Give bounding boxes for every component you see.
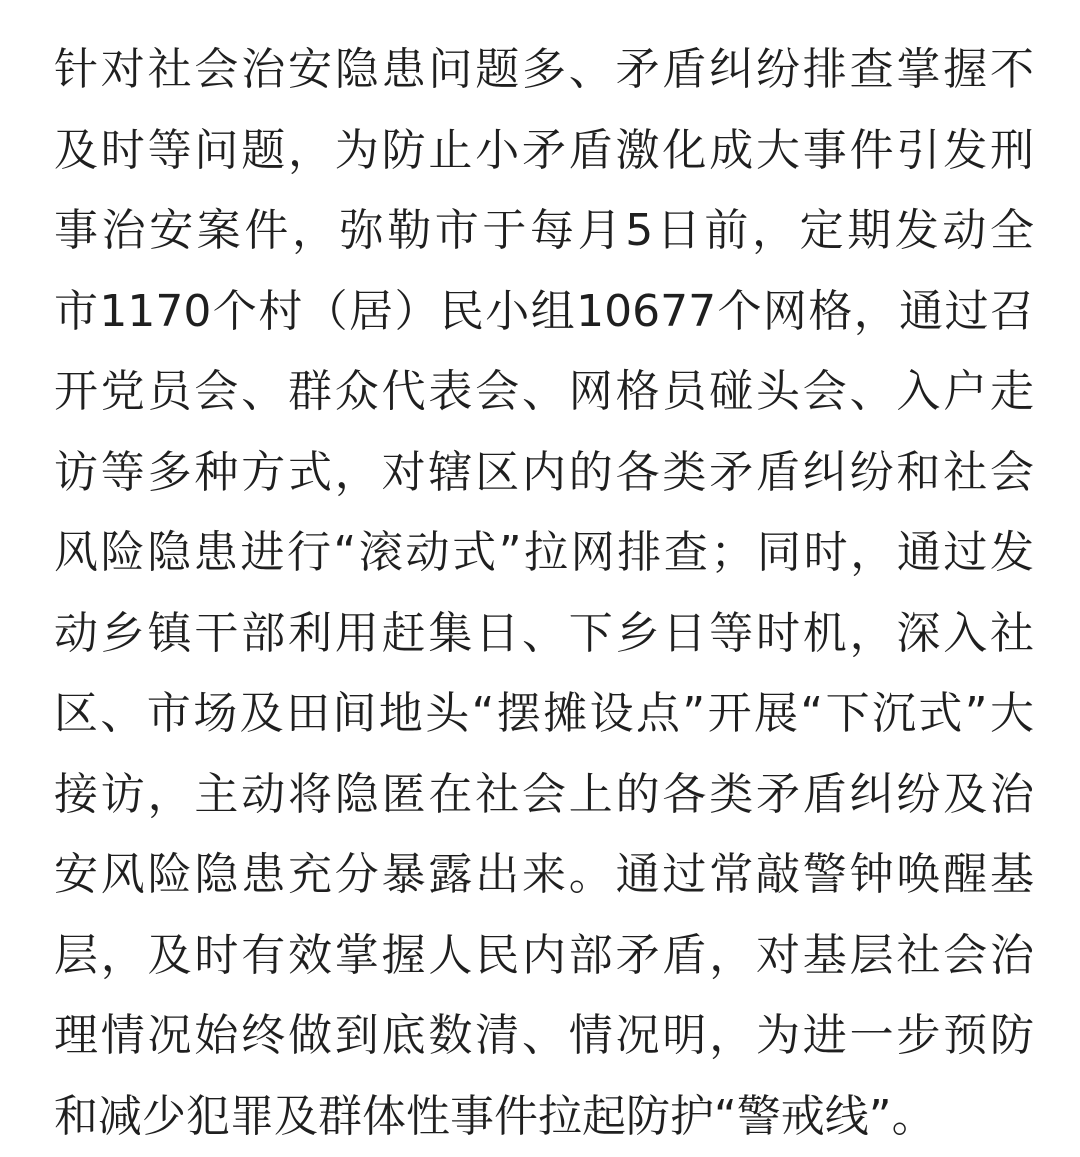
paragraph-line-8: 动乡镇干部利用赶集日、下乡日等时机，深入社	[54, 594, 1034, 675]
paragraph-line-2: 及时等问题，为防止小矛盾激化成大事件引发刑	[54, 111, 1034, 192]
paragraph-line-11: 安风险隐患充分暴露出来。通过常敲警钟唤醒基	[54, 835, 1034, 916]
paragraph-line-5: 开党员会、群众代表会、网格员碰头会、入户走	[54, 352, 1034, 433]
paragraph-line-9: 区、市场及田间地头“摆摊设点”开展“下沉式”大	[54, 674, 1034, 755]
article-paragraph	[54, 30, 1034, 1157]
paragraph-line-7: 风险隐患进行“滚动式”拉网排查；同时，通过发	[54, 513, 1034, 594]
paragraph-line-4: 市1170个村（居）民小组10677个网格，通过召	[54, 272, 1034, 353]
paragraph-line-6: 访等多种方式，对辖区内的各类矛盾纠纷和社会	[54, 433, 1034, 514]
paragraph-line-1: 针对社会治安隐患问题多、矛盾纠纷排查掌握不	[54, 30, 1034, 111]
paragraph-line-3: 事治安案件，弥勒市于每月5日前，定期发动全	[54, 191, 1034, 272]
paragraph-line-14: 和减少犯罪及群体性事件拉起防护“警戒线”。	[54, 1077, 1034, 1157]
paragraph-line-10: 接访，主动将隐匿在社会上的各类矛盾纠纷及治	[54, 755, 1034, 836]
paragraph-line-13: 理情况始终做到底数清、情况明，为进一步预防	[54, 996, 1034, 1077]
paragraph-line-12: 层，及时有效掌握人民内部矛盾，对基层社会治	[54, 916, 1034, 997]
